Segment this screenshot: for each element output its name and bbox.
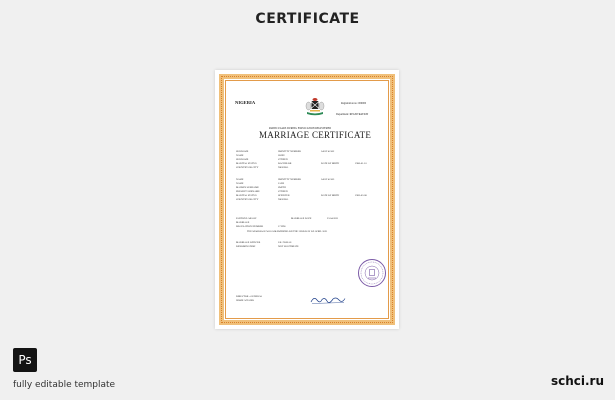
field-value: SPINSTER	[278, 194, 290, 197]
particulars-heading: PARTICULARS DURING EXPLICATION REGISTERED	[269, 127, 332, 130]
field-value: CITIZEN	[278, 158, 288, 161]
certificate-document	[231, 84, 383, 316]
marriage-date-label: MARRIAGE DATE	[291, 217, 312, 220]
site-watermark: schci.ru	[550, 374, 604, 388]
particulars-label: PARTICULARS OF	[236, 217, 257, 220]
husband-dob: 1980-01-10	[355, 162, 367, 165]
field-label: PRESENT SURNAME	[236, 190, 260, 193]
page-heading: CERTIFICATE	[255, 11, 360, 27]
field-label: NAME	[236, 154, 244, 157]
field-label: MARITAL STATUS	[236, 162, 257, 165]
field-value: JANE	[278, 182, 285, 185]
certificate-preview	[215, 70, 399, 329]
home-affairs-label: HOME AFFAIRS	[236, 299, 254, 302]
official-seal-icon	[357, 258, 387, 288]
regulation-number: 171996	[278, 225, 286, 228]
field-label: NAME	[236, 178, 244, 181]
certificate-title: MARRIAGE CERTIFICATE	[259, 130, 372, 140]
marriage-label: MARRIAGE	[236, 221, 250, 224]
wife-dob: 1982-03-08	[355, 194, 367, 197]
field-value: NIGERIA	[278, 198, 289, 201]
field-extra: 5421F 42103	[321, 178, 335, 181]
field-label: MARITAL STATUS	[236, 194, 257, 197]
field-value: IDENTITY NUMBER	[278, 150, 301, 153]
marriage-date: 23.04.2021	[327, 217, 339, 220]
director-label: DIRECTOR - GENERAL	[236, 295, 263, 298]
regulation-label: REGULATION NUMBER	[236, 225, 264, 228]
officer-name: J.K. FOLIAS	[278, 241, 292, 244]
registration-number: Registration no: 000000	[341, 102, 367, 105]
signature-icon	[310, 295, 346, 305]
field-value: CITIZEN	[278, 190, 288, 193]
country-name: NIGERIA	[235, 100, 256, 105]
field-label: NAME	[236, 182, 244, 185]
solemnization-statement: THE MARRIAGE WAS SOLEMNIZED ON THE 23RD DAY OF APRIL 2021	[247, 230, 328, 233]
field-value: NIGERIA	[278, 166, 289, 169]
field-value: JOHN	[278, 154, 285, 157]
denomination-value: NOT LEGITIMATE	[278, 245, 299, 248]
field-label: COUNTRY OR CITY	[236, 166, 259, 169]
photoshop-icon: Ps	[13, 348, 37, 372]
field-label: SURNAME	[236, 150, 249, 153]
field-extra: DATE OF BIRTH	[321, 194, 340, 197]
field-extra: DATE OF BIRTH	[321, 162, 340, 165]
field-label: SURNAME	[236, 158, 249, 161]
field-extra: 5421F 42102	[321, 150, 335, 153]
nigeria-coat-of-arms-icon	[304, 95, 326, 117]
field-value: BACHELOR	[278, 162, 292, 165]
field-label: COUNTRY OR CITY	[236, 198, 259, 201]
denomination-label: DENOMINATION	[236, 245, 256, 248]
field-value: SMITH	[278, 186, 286, 189]
field-value: IDENTITY NUMBER	[278, 178, 301, 181]
department: Department: REGISTRATION	[336, 113, 369, 116]
officer-label: MARRIAGE OFFICER	[236, 241, 261, 244]
template-caption: fully editable template	[13, 380, 116, 390]
field-label: MAIDEN SURNAME	[236, 186, 259, 189]
